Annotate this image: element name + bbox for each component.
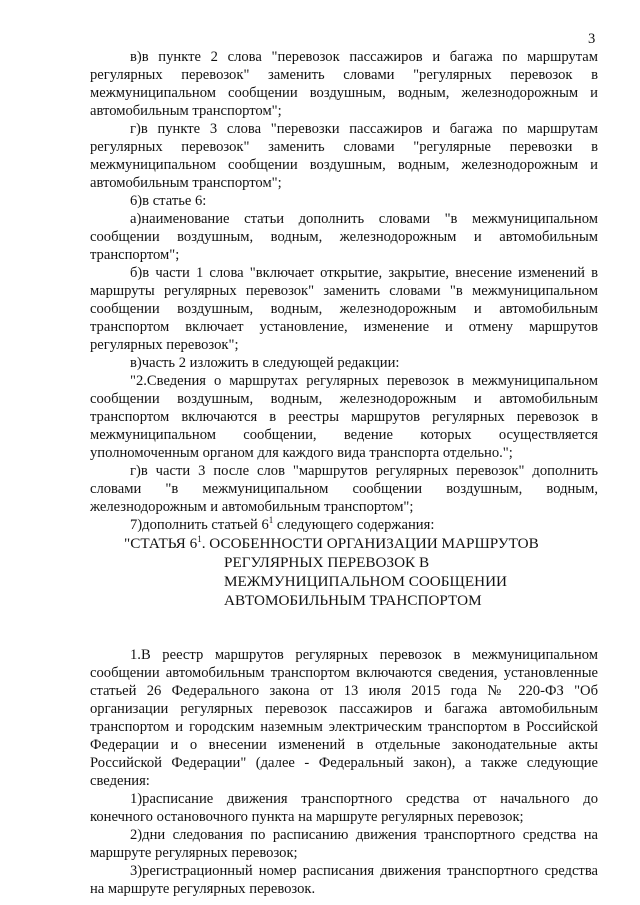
- paragraph-item-v: в)в пункте 2 слова "перевозок пассажиров и багажа по маршрутам регулярных перевозок" заменить словами "регулярных перевозок в межмуниципальном сообщении воздушным, водным, железнодорожным и автомобильным транспортом";: [90, 49, 598, 119]
- article-title-line-4: АВТОМОБИЛЬНЫМ ТРАНСПОРТОМ: [224, 592, 482, 609]
- document-body: [90, 48, 598, 898]
- article-title-prefix: "СТАТЬЯ 6: [124, 535, 198, 552]
- paragraph-sub-v: в)часть 2 изложить в следующей редакции:: [130, 355, 400, 371]
- article-title-line-1: [124, 534, 598, 553]
- page-number: 3: [588, 31, 596, 47]
- paragraph-sub-b: б)в части 1 слова "включает открытие, закрытие, внесение изменений в маршруты регулярных перевозок" заменить словами "в межмуниципальном сообщении воздушным, водным, железнодорожным и автомобильным транспортом включает установление, изменение и отмену маршрутов регулярных перевозок";: [90, 265, 598, 353]
- article-title-superscript: 1: [197, 533, 202, 544]
- paragraph-sub-a: а)наименование статьи дополнить словами "в межмуниципальном сообщении воздушным, водным, железнодорожным и автомобильным транспортом";: [90, 211, 598, 263]
- item-7-text-end: следующего содержания:: [273, 517, 435, 533]
- item-7-text: 7)дополнить статьей 6: [130, 517, 269, 533]
- article-title: [90, 534, 598, 610]
- paragraph-item-6: 6)в статье 6:: [130, 193, 207, 209]
- paragraph-sub-g: г)в части 3 после слов "маршрутов регулярных перевозок" дополнить словами "в межмуниципальном сообщении воздушным, водным, железнодорожным и автомобильным транспортом";: [90, 463, 598, 515]
- paragraph-quoted-part-2: "2.Сведения о маршрутах регулярных перевозок в межмуниципальном сообщении воздушным, водным, железнодорожным и автомобильным транспортом включаются в реестры маршрутов регулярных перевозок в межмуниципальном сообщении, ведение которых осуществляется уполномоченным органом для каждого вида транспорта отдельно.";: [90, 373, 598, 461]
- article-title-line-2: РЕГУЛЯРНЫХ ПЕРЕВОЗОК В: [224, 554, 430, 571]
- article-title-line-1-rest: . ОСОБЕННОСТИ ОРГАНИЗАЦИИ МАРШРУТОВ: [201, 535, 539, 552]
- paragraph-item-7: [90, 516, 598, 534]
- paragraph-clause-3: 3)регистрационный номер расписания движения транспортного средства на маршруте регулярных перевозок.: [90, 863, 598, 897]
- paragraph-clause-1: 1)расписание движения транспортного средства от начального до конечного остановочного пункта на маршруте регулярных перевозок;: [90, 791, 598, 825]
- article-title-line-3: МЕЖМУНИЦИПАЛЬНОМ СООБЩЕНИИ: [224, 573, 508, 590]
- paragraph-part-1: 1.В реестр маршрутов регулярных перевозок в межмуниципальном сообщении автомобильным транспортом включаются сведения, установленные статьей 26 Федерального закона от 13 июля 2015 года № 220-ФЗ "Об организации регулярных перевозок пассажиров и багажа автомобильным транспортом и городским наземным электрическим транспортом в Российской Федерации и о внесении изменений в отдельные законодательные акты Российской Федерации" (далее - Федеральный закон), а также следующие сведения:: [90, 647, 598, 789]
- paragraph-item-g: г)в пункте 3 слова "перевозки пассажиров и багажа по маршрутам регулярных перевозок" заменить словами "регулярные перевозки в межмуниципальном сообщении воздушным, водным, железнодорожным и автомобильным транспортом";: [90, 121, 598, 191]
- paragraph-clause-2: 2)дни следования по расписанию движения транспортного средства на маршруте регулярных перевозок;: [90, 827, 598, 861]
- item-7-superscript: 1: [268, 515, 274, 526]
